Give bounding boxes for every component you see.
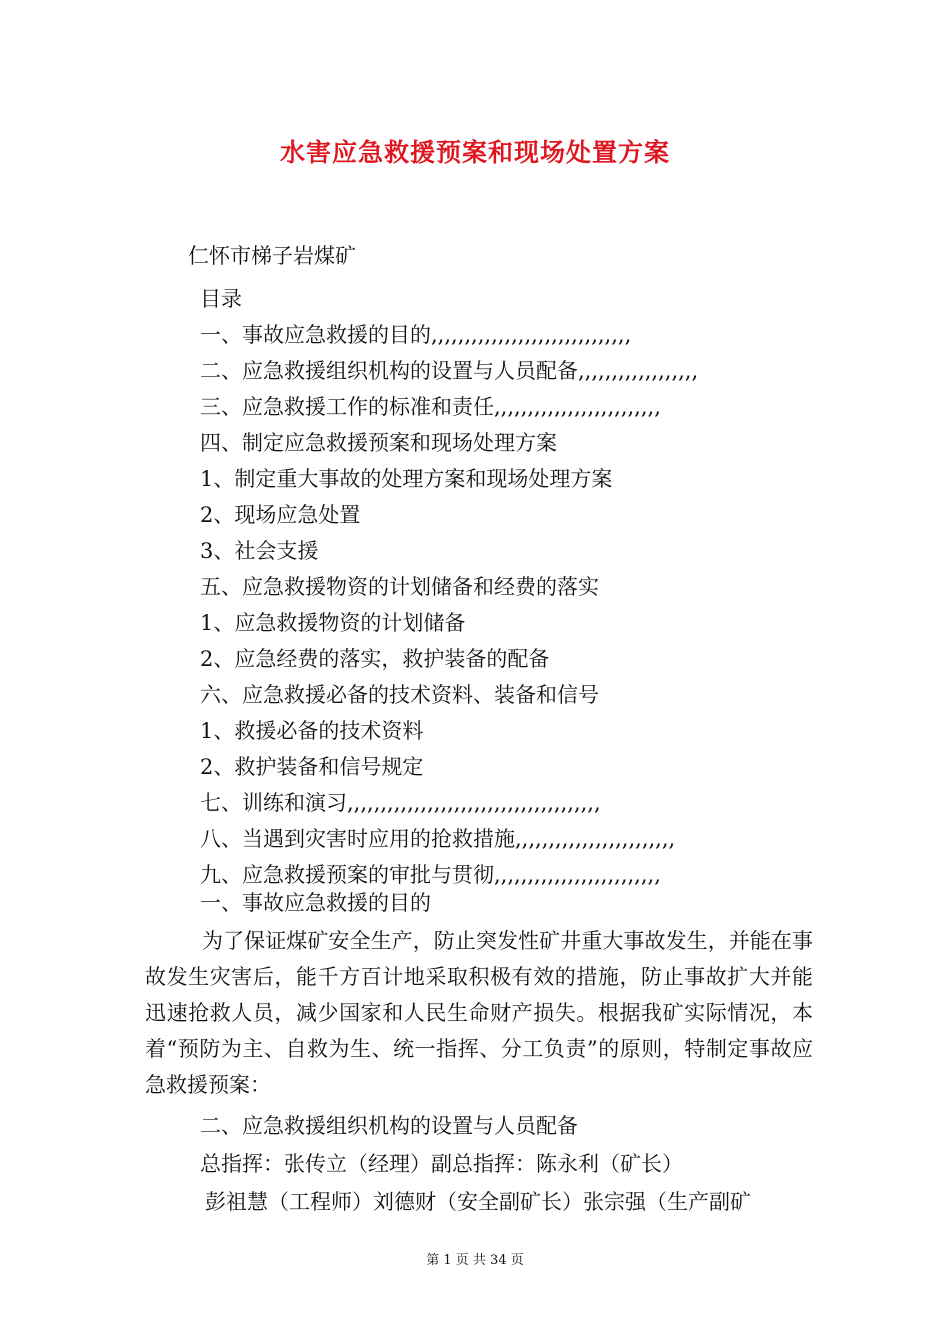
toc-item: 1、制定重大事故的处理方案和现场处理方案 — [200, 467, 613, 491]
toc-item: 一、事故应急救援的目的,,,,,,,,,,,,,,,,,,,,,,,,,,,,,, — [200, 323, 632, 347]
section-1-heading: 一、事故应急救援的目的 — [200, 891, 431, 915]
toc-item: 1、应急救援物资的计划储备 — [200, 611, 466, 635]
section-2-heading: 二、应急救援组织机构的设置与人员配备 — [200, 1114, 578, 1138]
table-of-contents — [200, 281, 698, 893]
organization-name: 仁怀市梯子岩煤矿 — [188, 244, 356, 268]
toc-item: 1、救援必备的技术资料 — [200, 719, 424, 743]
toc-item: 四、制定应急救援预案和现场处理方案 — [200, 431, 557, 455]
page-number-footer: 第 1 页 共 34 页 — [426, 1253, 524, 1268]
toc-item: 2、应急经费的落实，救护装备的配备 — [200, 647, 550, 671]
section-1-body: 为了保证煤矿安全生产，防止突发性矿井重大事故发生，并能在事故发生灾害后，能千方百计地采取积极有效的措施，防止事故扩大并能迅速抢救人员，减少国家和人民生命财产损失。根据我矿实际情况，本着“预防为主、自救为生、统一指挥、分工负责”的原则，特制定事故应急救援预案： — [145, 929, 813, 1097]
members-line: 彭祖慧（工程师）刘德财（安全副矿长）张宗强（生产副矿 — [205, 1190, 751, 1214]
toc-item: 3、社会支援 — [200, 539, 319, 563]
toc-item: 六、应急救援必备的技术资料、装备和信号 — [200, 683, 599, 707]
toc-item: 2、救护装备和信号规定 — [200, 755, 424, 779]
document-title: 水害应急救援预案和现场处置方案 — [279, 138, 670, 167]
toc-item: 五、应急救援物资的计划储备和经费的落实 — [200, 575, 599, 599]
toc-item: 2、现场应急处置 — [200, 503, 361, 527]
toc-item: 三、应急救援工作的标准和责任,,,,,,,,,,,,,,,,,,,,,,,,, — [200, 395, 661, 419]
commander-line: 总指挥：张传立（经理）副总指挥：陈永利（矿长） — [200, 1152, 683, 1176]
toc-item: 七、训练和演习,,,,,,,,,,,,,,,,,,,,,,,,,,,,,,,,,,,,,, — [200, 791, 601, 815]
toc-item: 二、应急救援组织机构的设置与人员配备,,,,,,,,,,,,,,,,,, — [200, 359, 699, 383]
toc-item: 九、应急救援预案的审批与贯彻,,,,,,,,,,,,,,,,,,,,,,,,, — [200, 863, 661, 887]
toc-heading: 目录 — [200, 287, 242, 311]
toc-item: 八、当遇到灾害时应用的抢救措施,,,,,,,,,,,,,,,,,,,,,,,, — [200, 827, 676, 851]
